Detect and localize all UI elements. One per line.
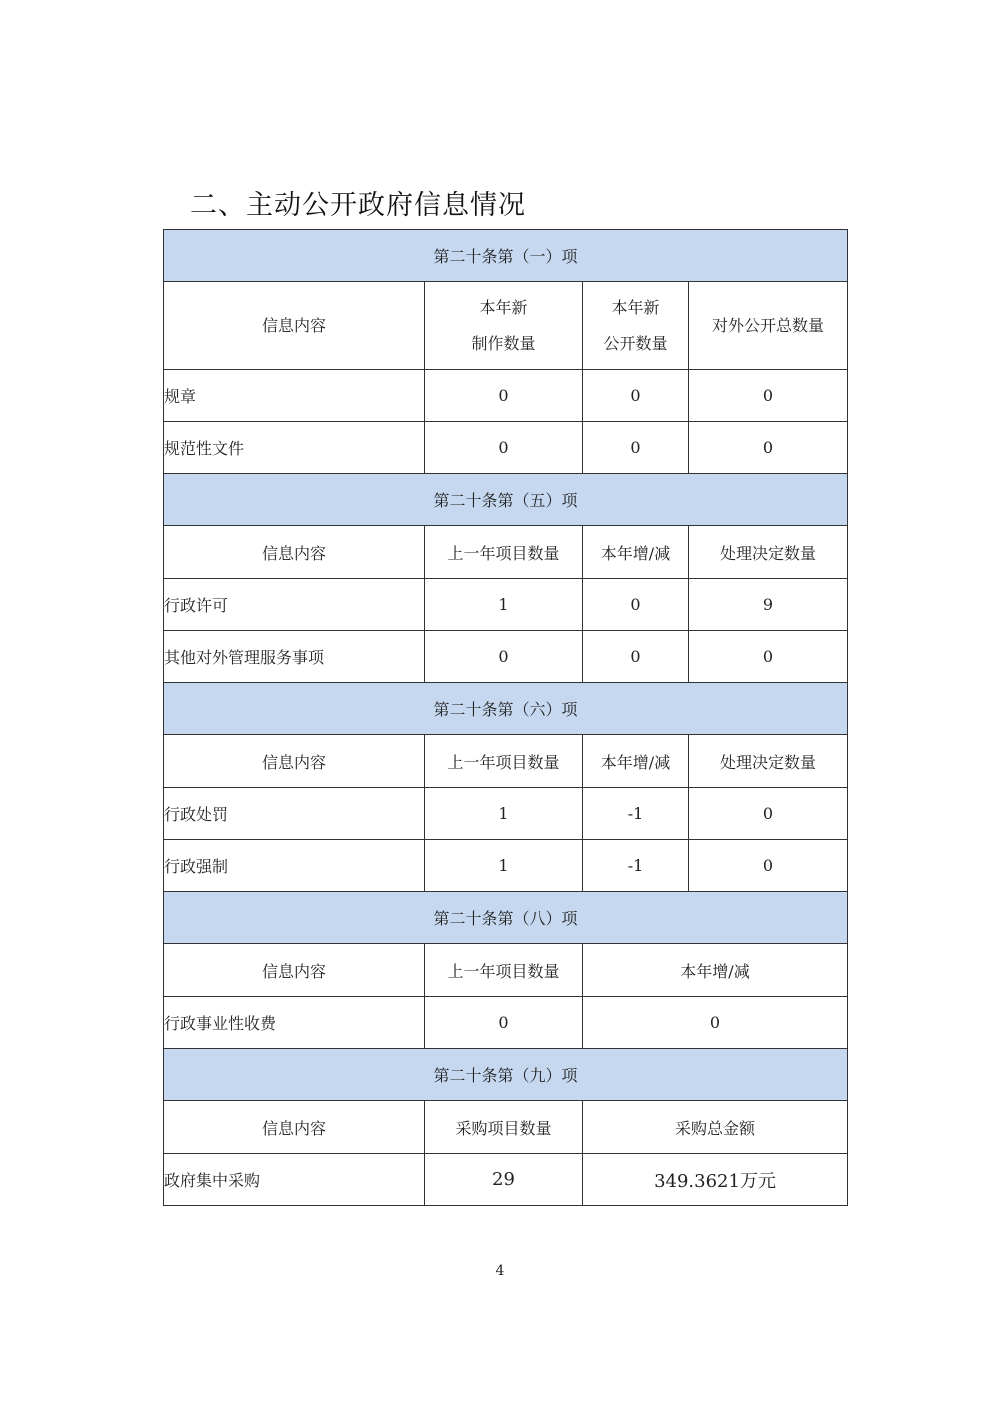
cell-value: 349.3621万元 bbox=[583, 1154, 848, 1206]
column-header: 处理决定数量 bbox=[689, 526, 848, 579]
row-label: 规范性文件 bbox=[164, 422, 425, 474]
section-header-row bbox=[164, 892, 848, 944]
cell-value: 1 bbox=[425, 579, 583, 631]
section-title: 第二十条第（九）项 bbox=[164, 1049, 848, 1101]
section-title: 第二十条第（八）项 bbox=[164, 892, 848, 944]
column-header: 信息内容 bbox=[164, 526, 425, 579]
disclosure-table bbox=[163, 229, 848, 1206]
column-header: 信息内容 bbox=[164, 1101, 425, 1154]
cell-value: 0 bbox=[689, 840, 848, 892]
table-row bbox=[164, 579, 848, 631]
row-label: 行政事业性收费 bbox=[164, 997, 425, 1049]
column-header bbox=[583, 282, 689, 370]
cell-value: 0 bbox=[425, 422, 583, 474]
table-row bbox=[164, 631, 848, 683]
table-row bbox=[164, 1154, 848, 1206]
section-header-row bbox=[164, 683, 848, 735]
column-header-row bbox=[164, 735, 848, 788]
column-header bbox=[425, 282, 583, 370]
cell-value: -1 bbox=[583, 840, 689, 892]
column-header: 信息内容 bbox=[164, 282, 425, 370]
cell-value: 29 bbox=[425, 1154, 583, 1206]
cell-value: 0 bbox=[689, 788, 848, 840]
row-label: 其他对外管理服务事项 bbox=[164, 631, 425, 683]
column-header: 信息内容 bbox=[164, 735, 425, 788]
cell-value: 1 bbox=[425, 840, 583, 892]
section-header-row bbox=[164, 230, 848, 282]
table-row bbox=[164, 422, 848, 474]
row-label: 行政处罚 bbox=[164, 788, 425, 840]
header-line: 制作数量 bbox=[471, 333, 536, 353]
table-row bbox=[164, 370, 848, 422]
cell-value: 0 bbox=[425, 370, 583, 422]
column-header: 上一年项目数量 bbox=[425, 944, 583, 997]
cell-value: 0 bbox=[425, 631, 583, 683]
header-line: 公开数量 bbox=[603, 333, 668, 353]
cell-value: 1 bbox=[425, 788, 583, 840]
cell-value: 0 bbox=[583, 579, 689, 631]
column-header: 上一年项目数量 bbox=[425, 526, 583, 579]
cell-value: 0 bbox=[689, 370, 848, 422]
page-heading: 二、主动公开政府信息情况 bbox=[190, 190, 526, 221]
column-header-row bbox=[164, 1101, 848, 1154]
cell-value: -1 bbox=[583, 788, 689, 840]
page-number: 4 bbox=[495, 1263, 505, 1279]
cell-value: 0 bbox=[689, 422, 848, 474]
column-header-row bbox=[164, 944, 848, 997]
header-line: 本年新 bbox=[479, 297, 528, 317]
cell-value: 0 bbox=[583, 370, 689, 422]
section-title: 第二十条第（六）项 bbox=[164, 683, 848, 735]
column-header: 信息内容 bbox=[164, 944, 425, 997]
column-header: 对外公开总数量 bbox=[689, 282, 848, 370]
column-header: 本年增/减 bbox=[583, 735, 689, 788]
table-row bbox=[164, 840, 848, 892]
row-label: 政府集中采购 bbox=[164, 1154, 425, 1206]
section-title: 第二十条第（一）项 bbox=[164, 230, 848, 282]
section-title: 第二十条第（五）项 bbox=[164, 474, 848, 526]
column-header: 本年增/减 bbox=[583, 944, 848, 997]
cell-value: 0 bbox=[583, 422, 689, 474]
column-header: 上一年项目数量 bbox=[425, 735, 583, 788]
table-row bbox=[164, 997, 848, 1049]
row-label: 规章 bbox=[164, 370, 425, 422]
cell-value: 0 bbox=[583, 997, 848, 1049]
section-header-row bbox=[164, 474, 848, 526]
row-label: 行政许可 bbox=[164, 579, 425, 631]
column-header-row bbox=[164, 526, 848, 579]
column-header: 本年增/减 bbox=[583, 526, 689, 579]
header-line: 本年新 bbox=[611, 297, 660, 317]
column-header: 采购项目数量 bbox=[425, 1101, 583, 1154]
cell-value: 0 bbox=[689, 631, 848, 683]
cell-value: 0 bbox=[425, 997, 583, 1049]
row-label: 行政强制 bbox=[164, 840, 425, 892]
cell-value: 0 bbox=[583, 631, 689, 683]
column-header-row bbox=[164, 282, 848, 370]
column-header: 采购总金额 bbox=[583, 1101, 848, 1154]
section-header-row bbox=[164, 1049, 848, 1101]
table-row bbox=[164, 788, 848, 840]
cell-value: 9 bbox=[689, 579, 848, 631]
column-header: 处理决定数量 bbox=[689, 735, 848, 788]
